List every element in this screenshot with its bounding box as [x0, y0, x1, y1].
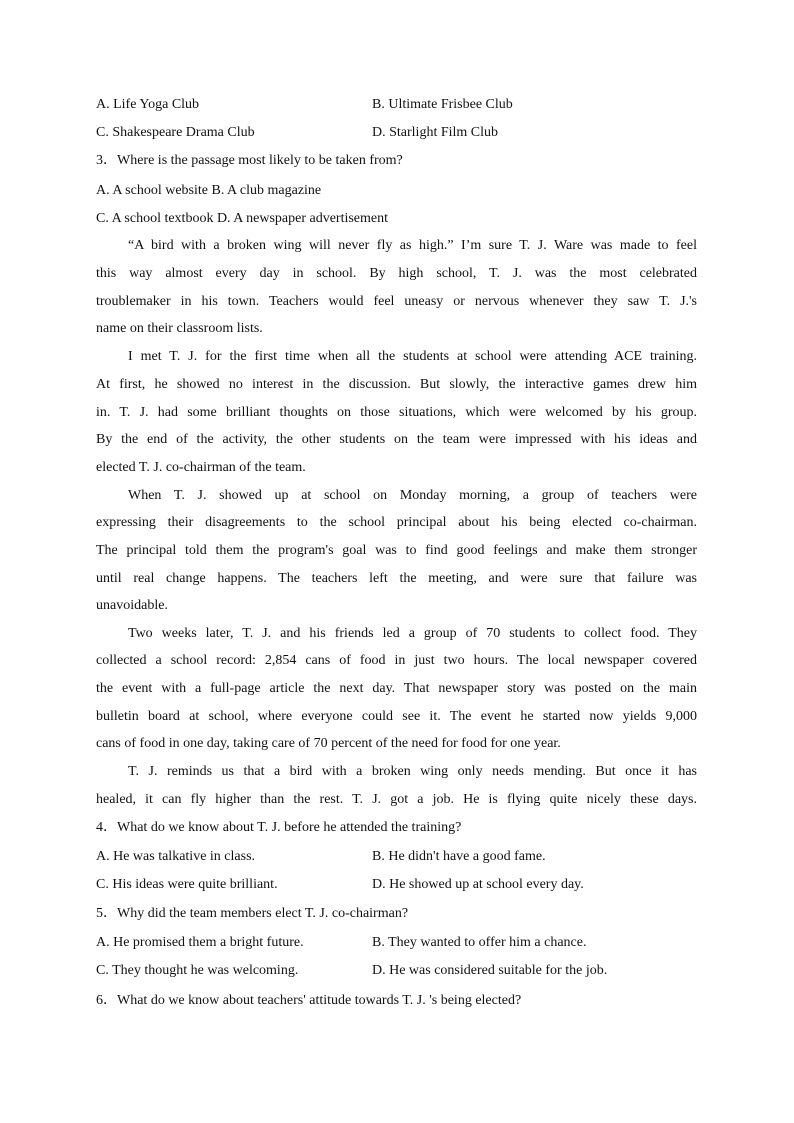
passage-p2-line-4: By the end of the activity, the other students on the team were impressed with his ideas and — [96, 432, 697, 447]
q5-option-d: D. He was considered suitable for the job. — [372, 963, 608, 978]
passage-p4-line-3: the event with a full-page article the next day. That newspaper story was posted on the main — [96, 681, 697, 696]
passage-p5-line-2: healed, it can fly higher than the rest. T. J. got a job. He is flying quite nicely these days. — [96, 792, 697, 807]
passage-p2-line-3: in. T. J. had some brilliant thoughts on those situations, which were welcomed by his group. — [96, 405, 697, 420]
q4-option-c: C. His ideas were quite brilliant. — [96, 877, 278, 892]
passage-p2-line-1: I met T. J. for the first time when all the students at school were attending ACE training. — [128, 349, 697, 364]
q2-option-c: C. Shakespeare Drama Club — [96, 125, 255, 140]
passage-p1-line-1: “A bird with a broken wing will never fly as high.” I’m sure T. J. Ware was made to feel — [128, 238, 697, 253]
passage-p3-line-4: until real change happens. The teachers left the meeting, and were sure that failure was — [96, 571, 697, 586]
q4-option-b: B. He didn't have a good fame. — [372, 849, 546, 864]
q3-stem: 3．Where is the passage most likely to be taken from? — [96, 153, 403, 168]
passage-p4-line-4: bulletin board at school, where everyone could see it. The event he started now yields 9,000 — [96, 709, 697, 724]
q5-option-c: C. They thought he was welcoming. — [96, 963, 299, 978]
q3-options-row-2: C. A school textbook D. A newspaper advertisement — [96, 211, 389, 226]
passage-p5-line-1: T. J. reminds us that a bird with a broken wing only needs mending. But once it has — [128, 764, 697, 779]
q2-option-b: B. Ultimate Frisbee Club — [372, 97, 513, 112]
passage-p1-line-4: name on their classroom lists. — [96, 321, 263, 336]
q5-option-b: B. They wanted to offer him a chance. — [372, 935, 587, 950]
q5-stem: 5．Why did the team members elect T. J. co-chairman? — [96, 906, 409, 921]
passage-p3-line-1: When T. J. showed up at school on Monday morning, a group of teachers were — [128, 488, 697, 503]
passage-p4-line-5: cans of food in one day, taking care of 70 percent of the need for food for one year. — [96, 736, 561, 751]
q4-stem: 4．What do we know about T. J. before he attended the training? — [96, 820, 462, 835]
passage-p3-line-3: The principal told them the program's goal was to find good feelings and make them stronger — [96, 543, 697, 558]
passage-p2-line-2: At first, he showed no interest in the discussion. But slowly, the interactive games drew him — [96, 377, 697, 392]
q6-stem: 6．What do we know about teachers' attitude towards T. J. 's being elected? — [96, 993, 522, 1008]
passage-p2-line-5: elected T. J. co-chairman of the team. — [96, 460, 306, 475]
passage-p3-line-5: unavoidable. — [96, 598, 168, 613]
passage-p3-line-2: expressing their disagreements to the school principal about his being elected co-chairman. — [96, 515, 697, 530]
q2-option-d: D. Starlight Film Club — [372, 125, 499, 140]
passage-p4-line-1: Two weeks later, T. J. and his friends led a group of 70 students to collect food. They — [128, 626, 697, 641]
q5-option-a: A. He promised them a bright future. — [96, 935, 304, 950]
q4-option-d: D. He showed up at school every day. — [372, 877, 584, 892]
q4-option-a: A. He was talkative in class. — [96, 849, 256, 864]
passage-p1-line-3: troublemaker in his town. Teachers would feel uneasy or nervous whenever they saw T. J.'s — [96, 294, 697, 309]
passage-p1-line-2: this way almost every day in school. By high school, T. J. was the most celebrated — [96, 266, 697, 281]
q3-options-row-1: A. A school website B. A club magazine — [96, 183, 322, 198]
passage-p4-line-2: collected a school record: 2,854 cans of food in just two hours. The local newspaper covered — [96, 653, 697, 668]
q2-option-a: A. Life Yoga Club — [96, 97, 200, 112]
